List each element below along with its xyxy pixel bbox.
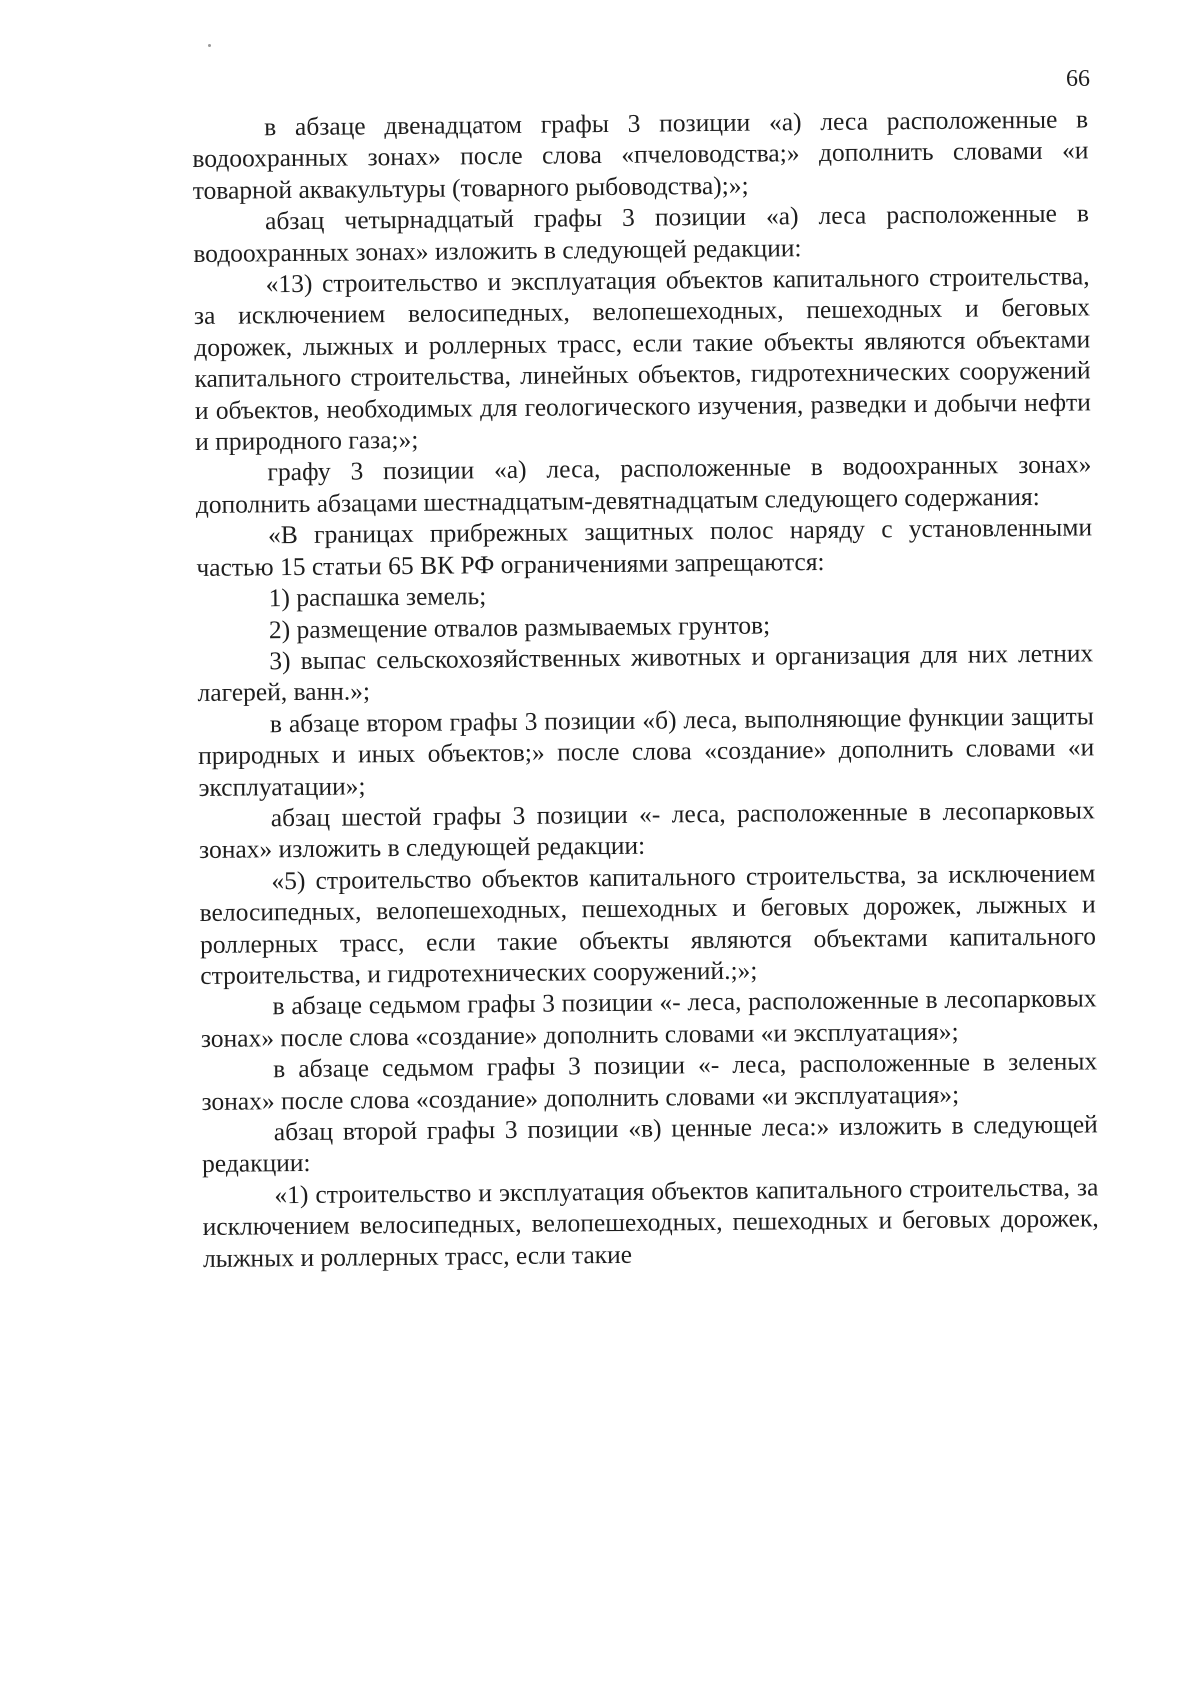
paragraph-14: абзац второй графы 3 позиции «в) ценные леса:» изложить в следующей редакции: [201,1109,1098,1179]
paragraph-3: «13) строительство и эксплуатация объектов капитального строительства, за исключением велосипедных, велопешеходных, пешеходных и беговых дорожек, лыжных и роллерных трасс, если такие объекты являются объектами капитального строительства, линейных объектов, гидротехнических сооружений и объектов, необходимых для геологического изучения, разведки и добычи нефти и природного газа;»; [193,261,1091,457]
paragraph-8: 3) выпас сельскохозяйственных животных и организация для них летних лагерей, ванн.»; [197,638,1094,708]
paragraph-7: 2) размещение отвалов размываемых грунтов; [268,609,771,644]
paragraph-10: абзац шестой графы 3 позиции «- леса, расположенные в лесопарковых зонах» изложить в следующей редакции: [198,795,1095,865]
paragraph-12: в абзаце седьмом графы 3 позиции «- леса, расположенные в лесопарковых зонах» после слова «создание» дополнить словами «и эксплуатация»; [200,983,1097,1053]
paragraph-9: в абзаце втором графы 3 позиции «б) леса, выполняющие функции защиты природных и иных объектов;» после слова «создание» дополнить словами «и эксплуатации»; [198,701,1095,802]
paragraph-5: «В границах прибрежных защитных полос наряду с установленными частью 15 статьи 65 ВК РФ ограничениями запрещаются: [196,512,1093,582]
paragraph-2: абзац четырнадцатый графы 3 позиции «а) леса расположенные в водоохранных зонах» изложить в следующей редакции: [193,198,1090,268]
page-number: 66 [1066,66,1090,92]
paragraph-4: графу 3 позиции «а) леса, расположенные в водоохранных зонах» дополнить абзацами шестнадцатым-девятнадцатым следующего содержания: [195,449,1092,519]
paragraph-11: «5) строительство объектов капитального строительства, за исключением велосипедных, велопешеходных, пешеходных и беговых дорожек, лыжных и роллерных трасс, если такие объекты являются объектами капитального строительства, и гидротехнических сооружений.;»; [199,858,1097,990]
document-body [192,103,1099,1274]
paragraph-13: в абзаце седьмом графы 3 позиции «- леса, расположенные в зеленых зонах» после слова «создание» дополнить словами «и эксплуатация»; [201,1046,1098,1116]
paragraph-6: 1) распашка земель; [268,581,487,613]
paragraph-15: «1) строительство и эксплуатация объектов капитального строительства, за исключением велосипедных, велопешеходных, пешеходных и беговых дорожек, лыжных и роллерных трасс, если такие [202,1172,1099,1273]
scan-artifact-dot [208,44,211,47]
paragraph-1: в абзаце двенадцатом графы 3 позиции «а) леса расположенные в водоохранных зонах» после слова «пчеловодства;» дополнить словами «и товарной аквакультуры (товарного рыбоводства);»; [192,104,1089,205]
